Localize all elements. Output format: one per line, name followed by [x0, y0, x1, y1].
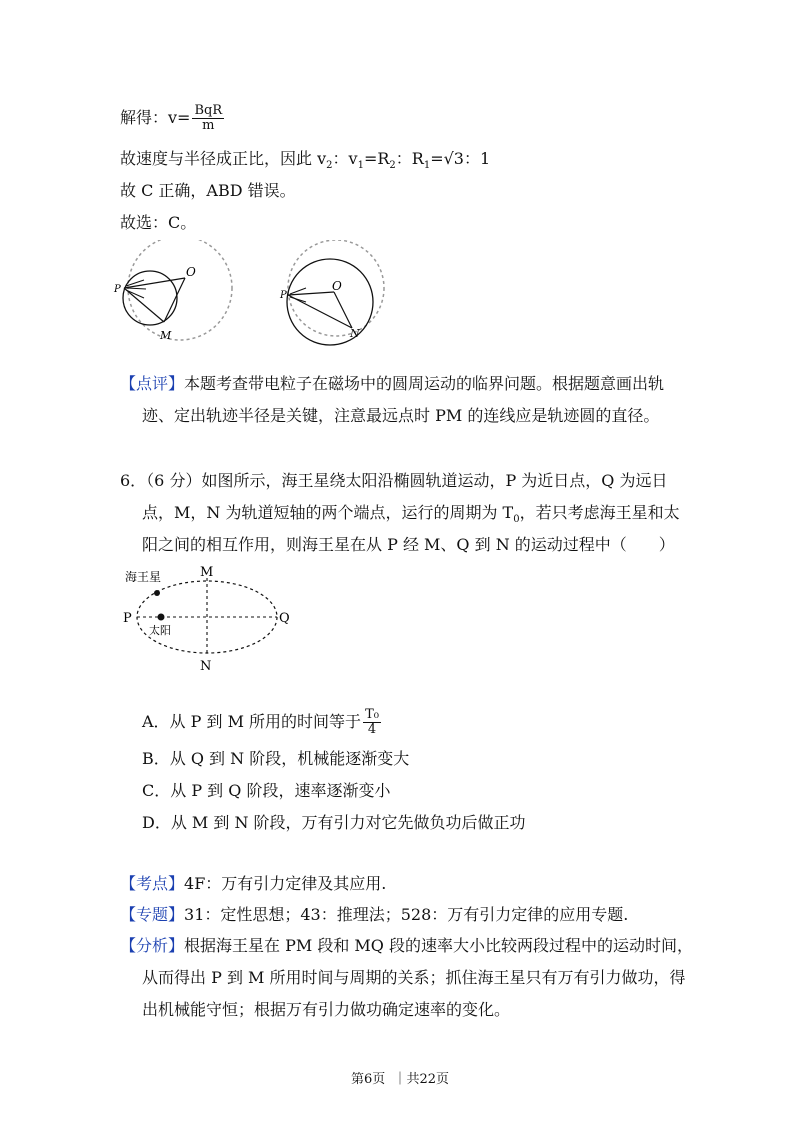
- fenxi-line-2: 从而得出 P 到 M 所用时间与周期的关系；抓住海王星只有万有引力做功，得: [142, 968, 686, 987]
- velocity-fraction: $\frac{\text{BqR}}{m}$: [194, 103, 223, 133]
- right-arrow-2: [290, 297, 306, 302]
- option-b: B．从 Q 到 N 阶段，机械能逐渐变大: [142, 749, 410, 768]
- label-n: N: [200, 659, 212, 674]
- left-dashed-circle: [128, 240, 232, 340]
- right-line-pn: [288, 295, 352, 328]
- option-a: A．从 P 到 M 所用的时间等于 $\frac{\text{T₀}}{4}$: [142, 707, 379, 737]
- page-footer: [0, 1068, 800, 1087]
- left-label-p: P: [114, 284, 121, 295]
- fenxi-tag: 【分析】: [120, 936, 185, 955]
- left-label-m: M: [160, 329, 172, 342]
- option-a-fraction: $\frac{\text{T₀}}{4}$: [365, 707, 379, 737]
- left-arrow-3: [126, 288, 146, 289]
- right-label-o: O: [332, 279, 342, 293]
- right-label-n: N: [350, 327, 360, 340]
- left-line-om: [164, 278, 185, 322]
- question-line-3: 阳之间的相互作用，则海王星在从 P 经 M、Q 到 N 的运动过程中（ ）: [142, 535, 675, 554]
- answer-line: 故选：C。: [120, 213, 197, 232]
- zhuanti-tag: 【专题】: [120, 905, 185, 924]
- comment-tag: 【点评】: [120, 374, 185, 393]
- left-line-po: [124, 278, 185, 288]
- fenxi-line-1: 【分析】根据海王星在 PM 段和 MQ 段的速率大小比较两段过程中的运动时间，: [120, 936, 694, 955]
- left-solid-circle: [123, 271, 177, 325]
- kaodian-tag: 【考点】: [120, 874, 185, 893]
- solve-line: 解得：v= $\frac{\text{BqR}}{m}$: [120, 103, 223, 133]
- fenxi-line-3: 出机械能守恒；根据万有引力做功确定速率的变化。: [142, 1000, 511, 1019]
- right-line-on: [334, 292, 352, 328]
- question-line-1: 6．（6 分）如图所示，海王星绕太阳沿椭圆轨道运动，P 为近日点，Q 为远日: [120, 471, 668, 490]
- neptune-dot: [154, 590, 160, 596]
- ratio-line: 故速度与半径成正比，因此 $v_2$：$v_1=R_2$：$R_1=√3$：1: [120, 149, 491, 172]
- label-m: M: [200, 565, 214, 580]
- comment-line-1: 【点评】本题考查带电粒子在磁场中的圆周运动的临界问题。根据题意画出轨: [120, 374, 665, 393]
- zhuanti-line: 【专题】31：定性思想；43：推理法；528：万有引力定律的应用专题.: [120, 905, 629, 924]
- conclusion-line: 故 C 正确，ABD 错误。: [120, 181, 296, 200]
- orbit-diagram: [115, 560, 305, 675]
- page-number: 第6页: [350, 1072, 386, 1087]
- option-d: D．从 M 到 N 阶段，万有引力对它先做负功后做正功: [142, 813, 526, 832]
- option-c: C．从 P 到 Q 阶段，速率逐渐变小: [142, 781, 391, 800]
- sun-dot: [158, 614, 165, 621]
- right-solid-circle: [287, 259, 373, 345]
- label-neptune: 海王星: [125, 570, 162, 584]
- label-sun: 太阳: [149, 624, 171, 637]
- right-label-p: P: [280, 290, 287, 301]
- left-label-o: O: [186, 265, 196, 279]
- question-line-2: 点，M，N 为轨道短轴的两个端点，运行的周期为 $T_0$，若只考虑海王星和太: [142, 503, 680, 526]
- circle-diagrams: [110, 240, 410, 350]
- comment-line-2: 迹、定出轨迹半径是关键，注意最远点时 PM 的连线应是轨迹圆的直径。: [142, 406, 660, 425]
- label-q: Q: [279, 611, 290, 626]
- label-p: P: [123, 611, 132, 626]
- kaodian-line: 【考点】4F：万有引力定律及其应用.: [120, 874, 387, 893]
- page-total: ｜共22页: [393, 1072, 450, 1087]
- right-arrow-1: [290, 288, 306, 294]
